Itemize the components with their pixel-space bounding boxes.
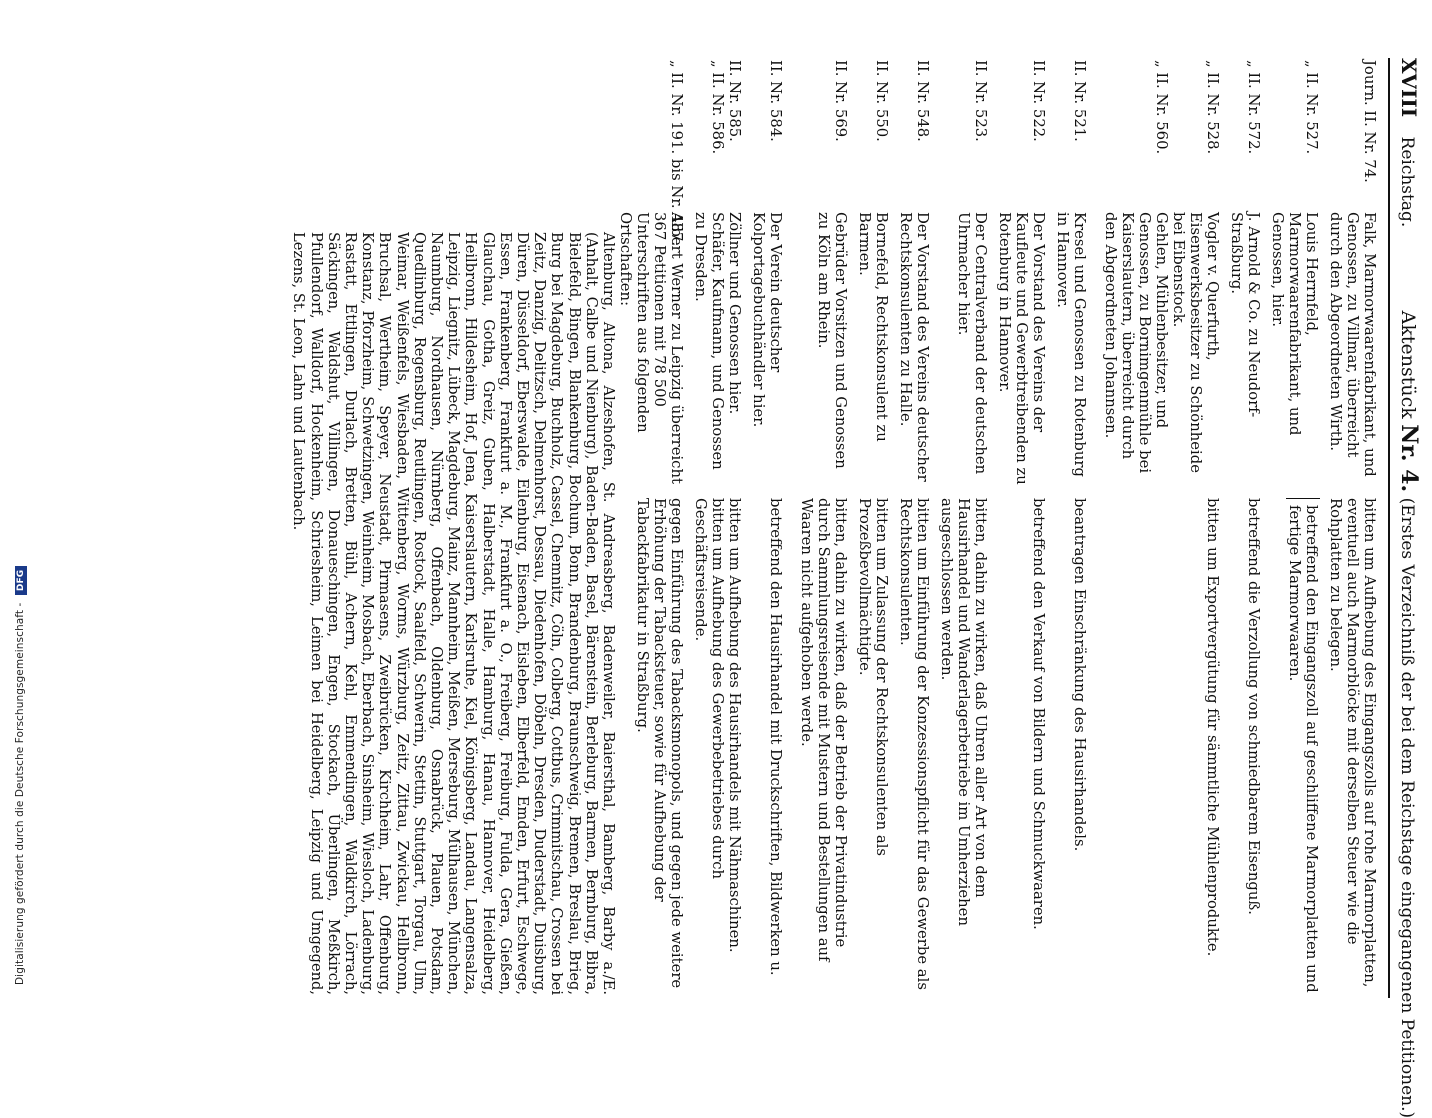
petitioner: J. Arnold & Co. zu Neudorf-Straßburg. [1228,212,1262,418]
petitioner: Falk, Marmorwaarenfabrikant, und Genossen, zu Villmar, überreicht durch den Abgeordneten Wirth. [1327,212,1378,477]
petitioner: Zöllner und Genossen hier. [726,212,743,415]
petition-request: beantragen Einschränkung des Hausirhandels. [1071,498,1088,852]
journal-ref: II. Nr. 522. [1030,60,1047,142]
petitioner: Gehlen, Mühlenbesitzer, und Genossen, zu Bornimgenmühle bei Kaiserslautern, überreicht durch den Abgeordneten Johannsen. [1102,212,1170,474]
petitioner: Der Verein deutscher Kolportagebuchhändler hier. [750,212,784,428]
journal-ref: „ II. Nr. 528. [1204,60,1221,155]
dfg-logo: DFG [15,566,27,595]
footer-credit [14,566,27,985]
petition-entry [798,60,849,995]
petition-request: betreffend den Verkauf von Bildern und Schmuckwaaren. [1030,498,1047,930]
petition-request-text: betreffend den Eingangszoll auf geschliffene Marmorplatten und fertige Marmorwaaren. [1286,498,1320,995]
petition-entry [1269,60,1320,995]
places-entry [290,60,617,995]
petition-entry [1228,60,1262,995]
petition-entry [856,60,890,995]
journal-ref: II. Nr. 584. [767,60,784,142]
petition-request: betreffend die Verzollung von schmiedbarem Eisenguß. [1245,498,1262,915]
footer [0,0,28,1000]
petitioner: Louis Herrnfeld, Marmorwaarenfabrikant, und Genossen, hier. [1269,212,1320,436]
journal-ref: II. Nr. 523. [972,60,989,142]
petition-entry [938,60,989,995]
header-rule [1388,58,1390,998]
petitioner: Gebrüder Vorsitzen und Genossen zu Köln am Rhein. [815,212,849,469]
petitioner: Kresel und Genossen zu Rotenburg in Hannover. [1054,212,1088,477]
petition-entry [1170,60,1221,995]
journal-ref: II. Nr. 585. [726,60,743,142]
page-number: XVIII [1397,58,1421,118]
petition-entry [750,60,784,995]
petition-request [1102,498,1170,995]
journal-ref: II. Nr. 550. [873,60,890,142]
header-title-suffix: (Erstes Verzeichniß der bei dem Reichstage eingegangenen Petitionen.) [1397,497,1417,1118]
petition-request: bitten um Aufhebung des Eingangszolls auf rohe Marmorplatten, eventuell auch Marmorblöcke mit derselben Steuer wie die Rohplatten zu belegen. [1327,498,1378,988]
journal-ref: „ II. Nr. 191. bis Nr. 487. [668,60,685,247]
journal-ref: „ II. Nr. 572. [1245,60,1262,155]
petition-request: bitten um Exportvergütung für sämmtliche Mühlenprodukte. [1204,498,1221,957]
journal-ref: „ II. Nr. 527. [1303,60,1320,155]
footer-credit-text: Digitalisierung gefördert durch die Deutsche Forschungsgemeinschaft - [14,602,26,985]
petition-request: bitten, dahin zu wirken, daß Uhren aller Art von dem Hausirhandel und Wanderlagerbetriebe im Umherziehen ausgeschlossen werden. [938,498,989,926]
petition-request: bitten um Aufhebung des Gewerbebetriebes durch Geschäftsreisende. [692,498,726,880]
journal-ref: II. Nr. 548. [914,60,931,142]
petitioner: Albert Werner zu Leipzig überreicht 367 Petitionen mit 78 500 Unterschriften aus folgenden Ortschaften: [617,212,685,484]
journal-ref: „ II. Nr. 586. [709,60,726,155]
petitioner: Vogler v. Querfurth, Eisenwerksbesitzer zu Schönheide bei Eibenstock. [1170,212,1221,473]
header-section: Reichstag. [1397,136,1417,228]
journal-ref: II. Nr. 569. [832,60,849,142]
petitioner: Bornefeld, Rechtskonsulent zu Barmen. [856,212,890,442]
petitioner: Der Vorstand des Vereins deutscher Rechtskonsulenten zu Halle. [897,212,931,482]
petition-request: bitten, dahin zu wirken, daß der Betrieb der Privatindustrie durch Sammlungsreisende mit Mustern und Bestellungen auf Waaren nicht aufgehoben werde. [798,498,849,962]
petitioner: Schäfer, Kaufmann, und Genossen zu Dresden. [692,212,726,470]
petition-request: bitten um Aufhebung des Hausirhandels mit Nähmaschinen. [726,498,743,953]
petitioner: Der Centralverband der deutschen Uhrmacher hier. [955,212,989,475]
petitioner: Der Vorstand des Vereins der Kaufleute und Gewerbtreibenden zu Rotenburg in Hannover. [996,212,1047,485]
header-title-number: Nr. 4. [1396,424,1422,493]
journal-ref: Journ. II. Nr. 74. [1361,60,1378,183]
petition-entry [1102,60,1170,995]
petition-request: gegen Einführung des Tabacksmonopols, und gegen jede weitere Erhöhung der Tabacksteuer, sowie für Aufhebung der Tabackfabrikatur in Straßburg. [634,498,685,989]
header-title-prefix: Aktenstück [1397,310,1419,419]
petition-entry [1327,60,1378,995]
petition-entry [617,60,685,995]
petition-request: bitten um Zulassung der Rechtskonsulenten als Prozeßbevollmächtigte. [856,498,890,857]
journal-ref: II. Nr. 521. [1071,60,1088,142]
petition-request [1269,498,1320,995]
petition-entry [692,60,726,995]
petition-entry [1054,60,1088,995]
places-list: Altenburg, Altona, Alzeshofen, St. Andreasberg, Badenweiler, Baiersthal, Bamberg, Barby a./E. (Anhalt, Calbe und Nienburg), Baden-Baden, Basel, Bärenstein, Berleburg, Barmen, Bernburg, Bibra, Bielefeld, Bingen, Blankenburg, Bochum, Bonn, Brandenburg, Braunschweig, Bremen, Breslau, Brieg, Burg bei Magdeburg, Buchholz, Cassel, Chemnitz, Cöln, Colberg, Cottbus, Crimmitschau, Crossen bei Zeitz, Danzig, Delitzsch, Delmenhorst, Dessau, Diedenhofen, Döbeln, Dresden, Duderstadt, Duisburg, Düren, Düsseldorf, Eberswalde, Eilenburg, Eisenach, Eisleben, Elberfeld, Emden, Erfurt, Eschwege, Essen, Frankenberg, Frankfurt a. M., Frankfurt a. O., Freiberg, Freiburg, Fulda, Gera, Gießen, Glauchau, Gotha, Greiz, Guben, Halberstadt, Halle, Hamburg, Hanau, Hannover, Heidelberg, Heilbronn, Hildesheim, Hof, Jena, Kaiserslautern, Karlsruhe, Kiel, Königsberg, Landau, Langensalza, Leipzig, Liegnitz, Lübeck, Magdeburg, Mainz, Mannheim, Meißen, Merseburg, Mülhausen, München, Naumburg, Nordhausen, Nürnberg, Offenbach, Oldenburg, Osnabrück, Plauen, Potsdam, Quedlinburg, Regensburg, Reutlingen, Rostock, Saalfeld, Schwerin, Stettin, Stuttgart, Torgau, Ulm, Weimar, Weißenfels, Wiesbaden, Wittenberg, Worms, Würzburg, Zeitz, Zittau, Zwickau, Hellbronn, Bruchsal, Wertheim, Speyer, Neustadt, Pirmasens, Zweibrücken, Kirchheim, Lahr, Offenburg, Konstanz, Pforzheim, Schwetzingen, Weinheim, Mosbach, Eberbach, Sinsheim, Wiesloch, Ladenburg, Rastatt, Ettlingen, Durlach, Bretten, Bühl, Achern, Kehl, Emmendingen, Waldkirch, Lörrach, Säckingen, Waldshut, Villingen, Donaueschingen, Engen, Stockach, Überlingen, Meßkirch, Pfullendorf, Walldorf, Hockenheim, Schriesheim, Leimen bei Heidelberg, Leipzig und Umgegend, Lezens, St. Leon, Lahn und Lautenbach. [290,232,617,995]
petition-request: betreffend den Hausirhandel mit Druckschriften, Bildwerken u. [767,498,784,976]
petition-request: bitten um Einführung der Konzessionspflicht für das Gewerbe als Rechtskonsulenten. [897,498,931,990]
petition-entry [726,60,743,995]
petition-list [290,60,1378,995]
document-page [28,0,1432,1118]
petition-entry [996,60,1047,995]
journal-ref: „ II. Nr. 560. [1153,60,1170,155]
petition-entry [897,60,931,995]
